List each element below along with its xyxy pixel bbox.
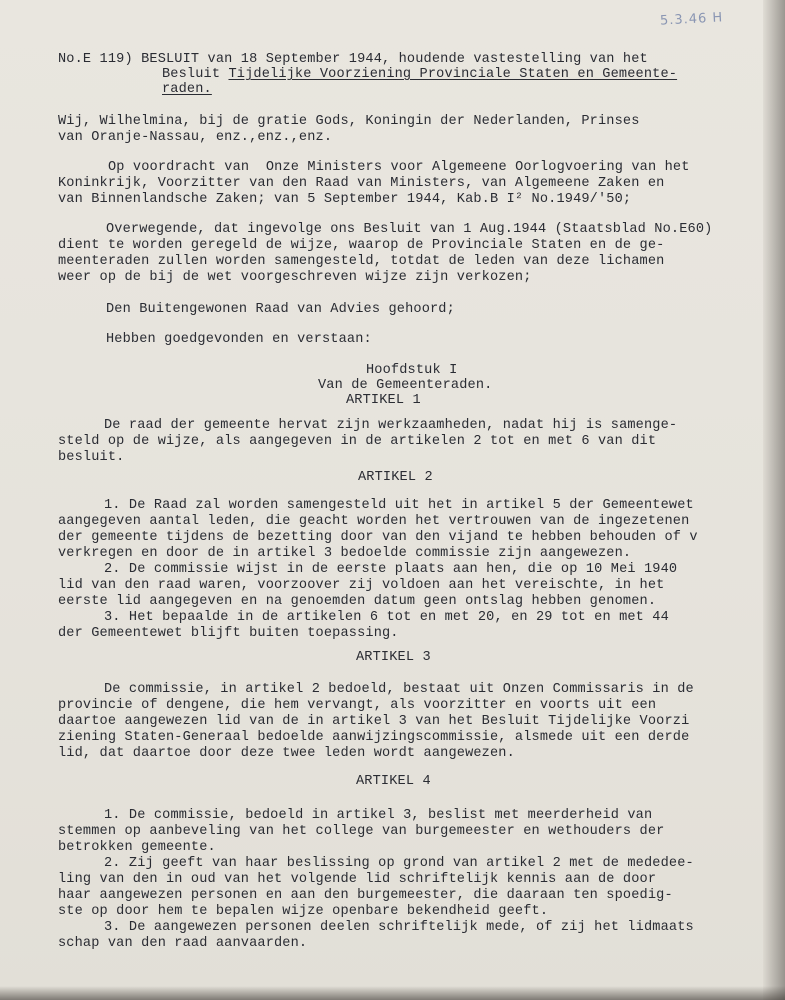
article-4-line: 1. De commissie, bedoeld in artikel 3, beslist met meerderheid van (104, 808, 653, 823)
article-2-line: lid van den raad waren, voorzoover zij voldoen aan het vereischte, in het (58, 578, 665, 593)
decree-title-line2-underlined: Tijdelijke Voorziening Provinciale Staten en Gemeente- (228, 67, 678, 82)
voordracht-line-1: Op voordracht van Onze Ministers voor Algemeene Oorlogvoering van het (108, 160, 690, 175)
overwegende-line-4: weer op de bij de wet voorgeschreven wijze zijn verkozen; (58, 270, 532, 285)
article-4-line: ste op door hem te bepalen wijze openbare bekendheid geeft. (58, 904, 549, 919)
article-2-line: 3. Het bepaalde in de artikelen 6 tot en met 20, en 29 tot en met 44 (104, 610, 669, 625)
archive-stamp: 5.3.46 H (659, 10, 724, 29)
article-4-line: 3. De aangewezen personen deelen schriftelijk mede, of zij het lidmaats (104, 920, 694, 935)
article-1-line: steld op de wijze, als aangegeven in de artikelen 2 tot en met 6 van dit (58, 434, 657, 449)
intro-line-1: Wij, Wilhelmina, bij de gratie Gods, Koningin der Nederlanden, Prinses (58, 114, 640, 129)
article-3-line: daartoe aangewezen lid van de in artikel 3 van het Besluit Tijdelijke Voorzi (58, 714, 690, 729)
article-2-line: 1. De Raad zal worden samengesteld uit het in artikel 5 der Gemeentewet (104, 498, 694, 513)
overwegende-line-3: meenteraden zullen worden samengesteld, totdat de leden van deze lichamen (58, 254, 665, 269)
decree-title-line3: raden. (162, 82, 212, 97)
page-bottom-shadow (0, 986, 785, 1000)
article-1-heading: ARTIKEL 1 (346, 393, 421, 408)
article-4-line: 2. Zij geeft van haar beslissing op grond van artikel 2 met de mededee- (104, 856, 694, 871)
article-3-line: provincie of dengene, die hem vervangt, als voorzitter en voorts uit een (58, 698, 657, 713)
decree-title-line1: No.E 119) BESLUIT van 18 September 1944, houdende vastestelling van het (58, 52, 648, 67)
article-3-heading: ARTIKEL 3 (356, 650, 431, 665)
article-2-line: verkregen en door de in artikel 3 bedoelde commissie zijn aangewezen. (58, 546, 632, 561)
article-3-line: De commissie, in artikel 2 bedoeld, bestaat uit Onzen Commissaris in de (104, 682, 694, 697)
article-4-heading: ARTIKEL 4 (356, 774, 431, 789)
article-4-line: ling van den in oud van het volgende lid schriftelijk kennis aan de door (58, 872, 657, 887)
article-4-line: betrokken gemeente. (58, 840, 216, 855)
article-1-line: De raad der gemeente hervat zijn werkzaamheden, nadat hij is samenge- (104, 418, 678, 433)
overwegende-line-2: dient te worden geregeld de wijze, waarop de Provinciale Staten en de ge- (58, 238, 665, 253)
overwegende-line-1: Overwegende, dat ingevolge ons Besluit van 1 Aug.1944 (Staatsblad No.E60) (106, 222, 713, 237)
chapter-heading: Hoofdstuk I (366, 363, 458, 378)
decree-title-line2 (162, 67, 677, 83)
article-3-line: lid, dat daartoe door deze twee leden wordt aangewezen. (58, 746, 515, 761)
article-4-line: haar aangewezen personen en aan den burgemeester, die daaraan ten spoedig- (58, 888, 673, 903)
article-4-line: schap van den raad aanvaarden. (58, 936, 308, 951)
article-2-line: 2. De commissie wijst in de eerste plaats aan hen, die op 10 Mei 1940 (104, 562, 678, 577)
voordracht-line-2: Koninkrijk, Voorzitter van den Raad van Ministers, van Algemeene Zaken en (58, 176, 665, 191)
article-2-line: der Gemeentewet blijft buiten toepassing. (58, 626, 399, 641)
article-2-line: der gemeente tijdens de bezetting door van den vijand te hebben behouden of v (58, 530, 698, 545)
page-edge-shadow (763, 0, 785, 1000)
article-2-line: eerste lid aangegeven en na genoemden datum geen ontslag hebben genomen. (58, 594, 657, 609)
article-3-line: ziening Staten-Generaal bedoelde aanwijzingscommissie, alsmede uit een derde (58, 730, 690, 745)
intro-line-2: van Oranje-Nassau, enz.,enz.,enz. (58, 130, 333, 145)
article-4-line: stemmen op aanbeveling van het college van burgemeester en wethouders der (58, 824, 665, 839)
chapter-subheading: Van de Gemeenteraden. (318, 378, 493, 393)
article-2-line: aangegeven aantal leden, die geacht worden het vertrouwen van de ingezetenen (58, 514, 690, 529)
voordracht-line-3: van Binnenlandsche Zaken; van 5 September 1944, Kab.B I² No.1949/'50; (58, 192, 632, 207)
decree-title-line2-pre: Besluit (162, 67, 229, 82)
article-1-line: besluit. (58, 450, 125, 465)
advies-line: Den Buitengewonen Raad van Advies gehoord; (106, 302, 455, 317)
goedgevonden-line: Hebben goedgevonden en verstaan: (106, 332, 372, 347)
article-2-heading: ARTIKEL 2 (358, 470, 433, 485)
